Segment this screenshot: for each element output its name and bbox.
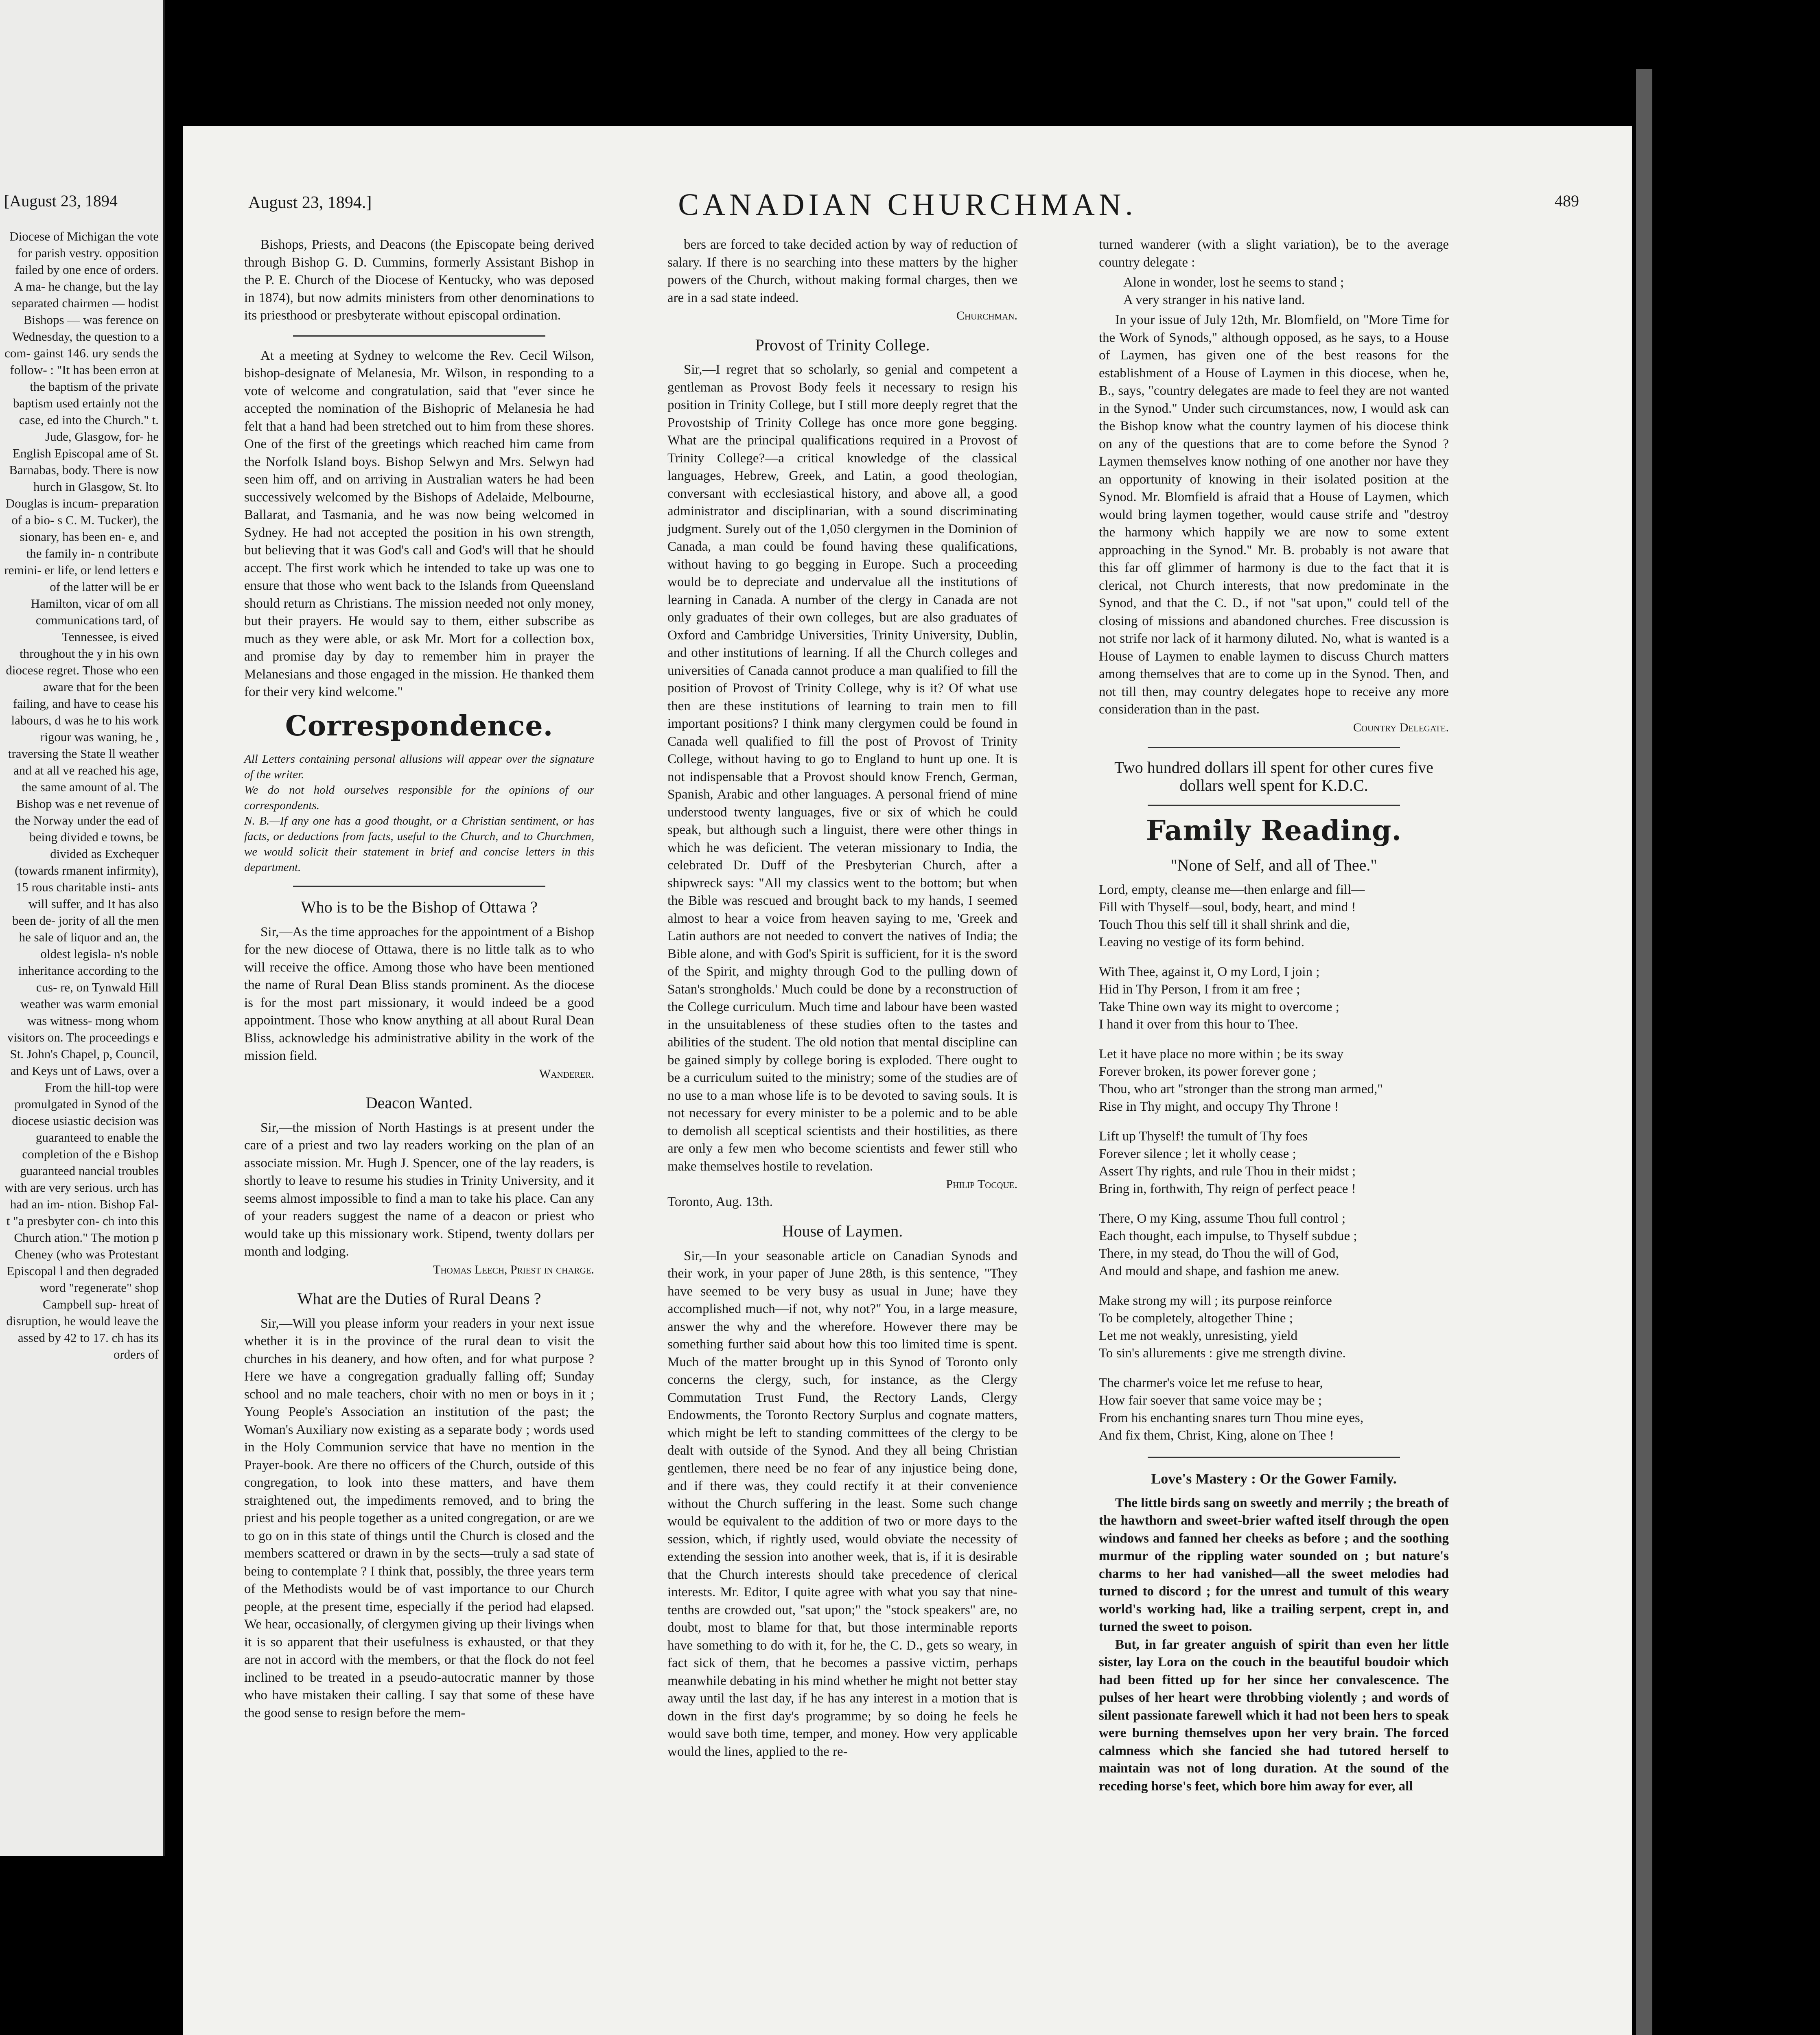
laymen-continuation-body: In your issue of July 12th, Mr. Blomfield, on "More Time for the Work of Synods," although opposed, as he says, to a House of Laymen, has given one of the best reasons for the establishment of a House of Laymen in this diocese, when he, B., says, "country delegates are made to feel they are not wanted in the Synod." Under such circumstances, now, I would ask can the Bishop know what the country laymen of his diocese think on any of the questions that are to come before the Synod ? Laymen themselves know nothing of one another nor have they an opportunity of knowing in their isolated position at the Synod. Mr. Blomfield is afraid that a House of Laymen, which would bring laymen together, would cause strife and "destroy the harmony which happily we are now to some extent approaching in the Synod." Mr. B. probably is not aware that this far off glimmer of harmony is due to the fact that it is clerical, not Church interests, that now predominate in the Synod, and that the C. D., if not "sat upon," could tell of the closing of missions and abandoned churches. Free discussion is not strife nor lack of it harmony diluted. No, what is wanted is a House of Laymen to enable laymen to discuss Church matters among themselves that are to come up in the Synod. Then, and not till then, may country delegates hope to receive any more consideration than in the past. (1099, 313, 1449, 717)
rural-deans-continuation: bers are forced to take decided action by way of reduction of salary. If there is no searching into these matters by the higher powers of the Church, without making formal charges, then we are in a sad state indeed. (667, 237, 1017, 305)
deacon-letter-signature: Thomas Leech, Priest in charge. (433, 1263, 594, 1276)
page-header (183, 187, 1632, 220)
deacon-letter-title: Deacon Wanted. (365, 1094, 473, 1112)
masthead-title: CANADIAN CHURCHMAN. (678, 188, 1137, 222)
divider (1148, 1457, 1400, 1458)
previous-page-header: [August 23, 1894 (4, 192, 118, 210)
story-title: Love's Mastery : Or the Gower Family. (1151, 1470, 1397, 1487)
kdc-advertisement: Two hundred dollars ill spent for other cures five dollars well spent for K.D.C. (1114, 758, 1433, 794)
divider (1148, 805, 1400, 806)
poem-stanza: Make strong my will ; its purpose reinforce To be completely, altogether Thine ; Let me not weakly, unresisting, yield To sin's allurements : give me strength divine. (1099, 1293, 1346, 1361)
ottawa-letter-signature: Wanderer. (539, 1067, 594, 1081)
sydney-paragraph: At a meeting at Sydney to welcome the Rev. Cecil Wilson, bishop-designate of Melanesia, Mr. Wilson, in responding to a vote of welcome and congratulation, said that "ever since he accepted the nomination of the Bishopric of Melanesia he had felt that a hand had been stretched out to him from these shores. One of the first of the greetings which reached him came from the Norfolk Island boys. Bishop Selwyn and Mrs. Selwyn had seen him off, and on arriving in Australian waters he had been successively welcomed by the Bishops of Adelaide, Melbourne, Ballarat, and Tasmania, and he was now being welcomed in Sydney. He had not accepted the position in his own strength, but believing that it was God's call and God's will that he should accept. The first work which he intended to take up was one to ensure that those who went back to the Islands from Queensland should return as Christians. The mission needed not only money, but their prayers. He would say to them, either subscribe as much as they were able, or ask Mr. Mort for a collection box, and promise day by day to remember him in prayer the Melanesians and those engaged in the mission. He thanked them for their very kind welcome." (244, 348, 594, 699)
rural-deans-letter-title: What are the Duties of Rural Deans ? (297, 1289, 541, 1308)
rural-deans-letter-body: Sir,—Will you please inform your readers in your next issue whether it is in the province of the rural dean to visit the churches in his deanery, and how often, and for what purpose ? Here we have a congregation gradually falling off; Sunday school and no male teachers, choir with no men or boys in it ; Young People's Association an institution of the past; the Woman's Auxiliary now existing as a separate body ; words used in the Holy Communion service that have no mention in the Prayer-book. Are there no officers of the Church, outside of this congregation, to look into these matters, and have them straightened out, the impediments removed, and to bring the priest and his people together as a united congregation, or are we to go on in this state of things until the Church is closed and the members scattered or drawn in by the sects—truly a sad state of being to contemplate ? I think that, possibly, the three years term of the Methodists would be of vast importance to our Church people, at the present time, especially if the period had elapsed. We hear, occasionally, of clergymen giving up their livings when it is so apparent that their usefulness is exhausted, or that they are not in accord with the members, or that the flock do not feel inclined to be treated in a pseudo-autocratic manner by those who have mistaken their calling. I say that some of these have the good sense to resign before the mem- (244, 1316, 594, 1720)
column-3 (1099, 236, 1449, 1795)
country-delegate-signature: Country Delegate. (1353, 720, 1449, 734)
house-of-laymen-title: House of Laymen. (782, 1222, 903, 1240)
ottawa-letter-title: Who is to be the Bishop of Ottawa ? (300, 898, 538, 916)
previous-page-fragment (0, 0, 165, 1856)
poem-stanza: With Thee, against it, O my Lord, I join ; Hid in Thy Person, I from it am free ; Take Thine own way its might to overcome ; I hand it over from this hour to Thee. (1099, 965, 1339, 1032)
provost-letter-title: Provost of Trinity College. (755, 335, 930, 354)
poem-stanza: Lift up Thyself! the tumult of Thy foes Forever silence ; let it wholly cease ; Assert Thy rights, and rule Thou in their midst ; Bring in, forthwith, Thy reign of perfect peace ! (1099, 1129, 1356, 1196)
page-number: 489 (1555, 192, 1579, 210)
story-paragraph-2: But, in far greater anguish of spirit than even her little sister, lay Lora on the couch in the beautiful boudoir which had been fitted up for her since her convalescence. The pulses of her heart were throbbing violently ; and words of silent passionate farewell which it had not been hers to speak were burning themselves upon her very brain. The forced calmness which she fancied she had tutored herself to maintain was not of long duration. At the sound of the receding horse's feet, which bore him away for ever, all (1099, 1637, 1449, 1794)
house-of-laymen-body: Sir,—In your seasonable article on Canadian Synods and their work, in your paper of June 28th, is this sentence, "They have seemed to be very busy as usual in June; have they accomplished much—if not, why not?" You, in a large measure, answer the why and the wherefore. However there may be something further said about how this too limited time is spent. Much of the matter brought up in this Synod of Toronto only concerns the clergy, such, for instance, as the Clergy Commutation Trust Fund, the Rectory Lands, Clergy Endowments, the Toronto Rectory Surplus and cognate matters, which might be left to standing committees of the clergy to be dealt with outside of the Synod. And they all being Christian gentlemen, there need be no fear of any injustice being done, and if there was, they could rectify it at their convenience without the Church suffering in the least. Some such change would be equivalent to the addition of two or more days to the session, which, if rightly used, would obviate the necessity of extending the session into another week, that is, if it is desirable that the Church interests should take precedence of clerical interests. Mr. Editor, I quite agree with what you say that nine-tenths are crowded out, "sat upon;" the "stock speakers" are, no doubt, most to blame for that, but those interminable reports have something to do with it, for he, the C. D., gets so weary, in fact sick of them, that he becomes a passive victim, perhaps meanwhile debating in his mind whether he might not better stay away until the last day, if he has any interest in a motion that is down in the first day's programme; by so doing he feels he would save both time, temper, and money. How very applicable would the lines, applied to the re- (667, 1248, 1017, 1759)
poem-title: "None of Self, and all of Thee." (1170, 856, 1377, 874)
divider (293, 886, 545, 887)
poem-stanza: There, O my King, assume Thou full control ; Each thought, each impulse, to Thyself subdue ; There, in my stead, do Thou the will of God, And mould and shape, and fashion me anew. (1099, 1211, 1357, 1278)
editorial-notice-3: N. B.—If any one has a good thought, or a Christian sentiment, or has facts, or deductions from facts, useful to the Church, and to Churchmen, we would solicit their statement in brief and concise letters in this department. (244, 814, 594, 874)
ottawa-letter-body: Sir,—As the time approaches for the appointment of a Bishop for the new diocese of Ottawa, there is no little talk as to who will receive the office. Among those who have been mentioned the name of Rural Dean Bliss stands prominent. As the diocese is for the most part missionary, it would indeed be a good appointment. Those who know anything at all about Rural Dean Bliss, acknowledge his administrative ability in the work of the mission field. (244, 924, 594, 1063)
previous-page-text: Diocese of Michigan the vote for parish vestry. opposition failed by one ence of orders. A ma- he change, but the lay separated chairmen — hodist Bishops — was ference on Wednesday, the question to a com- gainst 146. ury sends the follow- : "It has been erron at the baptism of the private baptism used ertainly not the case, ed into the Church." t. Jude, Glasgow, for- he English Episcopal ame of St. Barnabas, body. There is now hurch in Glasgow, St. lto Douglas is incum- preparation of a bio- s C. M. Tucker), the sionary, has been en- e, and the family in- n contribute remini- er life, or lend letters e of the latter will be er Hamilton, vicar of om all communications tard, of Tennessee, is eived throughout the y in his own diocese regret. Those who een aware that for the been failing, and have to cease his labours, d was he to his work rigour was waning, he , traversing the State ll weather and at all ve reached his age, the same amount of al. The Bishop was e net revenue of the Norway under the ead of being divided e towns, be divided as Exchequer (towards rmanent infirmity), 15 rous charitable insti- ants will suffer, and It has also been de- jority of all the men he sale of liquor and an, the oldest legisla- n's noble inheritance according to the cus- re, on Tynwald Hill weather was warm emonial was witness- mong whom visitors on. The proceedings e St. John's Chapel, p, Council, and Keys unt of Laws, over a From the hill-top were promulgated in Synod of the diocese usiastic decision was guaranteed to enable the completion of the e Bishop guaranteed nancial troubles with are very serious. urch has had an im- ntion. Bishop Fal- t "a presbyter con- ch into this Church ation." The motion p Cheney (who was Protestant Episcopal l and then degraded word "regenerate" shop Campbell sup- hreat of disruption, he would leave the assed by 42 to 17. ch has its orders of (4, 229, 159, 1361)
editorial-notice-2: We do not hold ourselves responsible for the opinions of our correspondents. (244, 783, 594, 812)
family-reading-heading: Family Reading. (1146, 814, 1402, 847)
poem-stanza: The charmer's voice let me refuse to hear, How fair soever that same voice may be ; From his enchanting snares turn Thou mine eyes, And fix them, Christ, King, alone on Thee ! (1099, 1376, 1364, 1443)
cummins-paragraph: Bishops, Priests, and Deacons (the Episcopate being derived through Bishop G. D. Cummins, formerly Assistant Bishop in the P. E. Church of the Diocese of Kentucky, who was deposed in 1874), but now admits ministers from other denominations to its priesthood or presbyterate without episcopal ordination. (244, 237, 594, 323)
newspaper-page (183, 126, 1632, 2035)
poem-stanza: Let it have place no more within ; be its sway Forever broken, its power forever gone ; Thou, who art "stronger than the strong man armed," Rise in Thy might, and occupy Thy Throne ! (1099, 1047, 1383, 1114)
editorial-notice-1: All Letters containing personal allusions will appear over the signature of the writer. (244, 753, 594, 781)
provost-letter-signature: Philip Tocque. (946, 1177, 1017, 1191)
poem-stanza: Lord, empty, cleanse me—then enlarge and fill— Fill with Thyself—soul, body, heart, and mind ! Touch Thou this self till it shall shrink and die, Leaving no vestige of its form behind. (1099, 882, 1365, 950)
deacon-letter-body: Sir,—the mission of North Hastings is at present under the care of a priest and two lay readers working on the plan of an associate mission. Mr. Hugh J. Spencer, one of the lay readers, is shortly to leave to resume his studies in Trinity University, and it seems almost impossible to find a man to take his place. Can any of your readers suggest the name of a deacon or priest who would take up this missionary work. Stipend, twenty dollars per month and lodging. (244, 1120, 594, 1259)
divider (1148, 747, 1400, 748)
provost-letter-dateline: Toronto, Aug. 13th. (667, 1194, 773, 1209)
quoted-verse: Alone in wonder, lost he seems to stand ; A very stranger in his native land. (1123, 275, 1344, 307)
correspondence-heading: Correspondence. (285, 709, 553, 742)
scan-border-right (1652, 0, 1820, 2035)
story-paragraph-1: The little birds sang on sweetly and merrily ; the breath of the hawthorn and sweet-brier wafted itself through the open windows and fanned her cheeks as before ; and the soothing murmur of the rippling water sounded on ; but nature's charms to her had vanished—all the sweet melodies had turned to discord ; for the unrest and tumult of this weary world's working had, like a trailing serpent, crept in, and turned the sweet to poison. (1099, 1495, 1449, 1634)
column-2 (667, 236, 1017, 1761)
column-1 (244, 236, 594, 1722)
binding-spine (1636, 69, 1652, 2035)
issue-date: August 23, 1894.] (248, 193, 372, 212)
churchman-signature: Churchman. (956, 309, 1017, 322)
divider (293, 335, 545, 337)
laymen-continuation: turned wanderer (with a slight variation), be to the average country delegate : (1099, 237, 1449, 270)
provost-letter-body: Sir,—I regret that so scholarly, so genial and competent a gentleman as Provost Body feels it necessary to resign his position in Trinity College, but I still more deeply regret that the Provostship of Trinity College has once more gone begging. What are the principal qualifications required in a Provost of Trinity College?—a critical knowledge of the classical languages, Hebrew, Greek, and Latin, a good theologian, conversant with ecclesiastical history, and above all, a good administrator and disciplinarian, with a sound discriminating judgment. Surely out of the 1,050 clergymen in the Dominion of Canada, a man could be found having these qualifications, without having to go begging in Europe. Such a proceeding would be to depreciate and undervalue all the institutions of learning in Canada. A number of the clergy in Canada are not only graduates of their own colleges, but are also graduates of Oxford and Cambridge Universities, Trinity University, Dublin, and other institutions of learning. If all the Church colleges and universities of Canada cannot produce a man qualified to fill the position of Provost of Trinity College, why is it? Of what use then are these institutions of learning to train men to fill important positions? I think many clergymen could be found in Canada well qualified to fill the post of Provost of Trinity College, without having to go to England to hunt up one. It is not indispensable that a Provost should know French, German, Spanish, Arabic and other languages. A personal friend of mine understood twenty languages, five or six of which he could speak, but although such a linguist, there were other things in which he was deficient. The veteran missionary to India, the celebrated Dr. Duff of the Presbyterian Church, after a shipwreck says: "All my classics went to the bottom; but when the Bible was rescued and brought back to my hands, I seemed almost to hear a voice from heaven saying to me, 'Greek and Latin authors are not needed to convert the natives of India; the Bible alone, and with God's Spirit is sufficient, for it is the sword of the Spirit, and mighty through God to the pulling down of Satan's strongholds.' Much could be done by a reconstruction of the College curriculum. Much time and labour have been wasted in the unsuitableness of these studies often to the tastes and abilities of the student. The old notion that mental discipline can be gained simply by college boring is exploded. There ought to be a curriculum suited to the ministry; some of the studies are of no use to a man whose life is to be devoted to saving souls. It is not necessary for every minister to be a polemic and to be able to demolish all sceptical scientists and their hostilities, as there are only a few men who become scientists and fewer still who make themselves hostile to revelation. (667, 362, 1017, 1174)
